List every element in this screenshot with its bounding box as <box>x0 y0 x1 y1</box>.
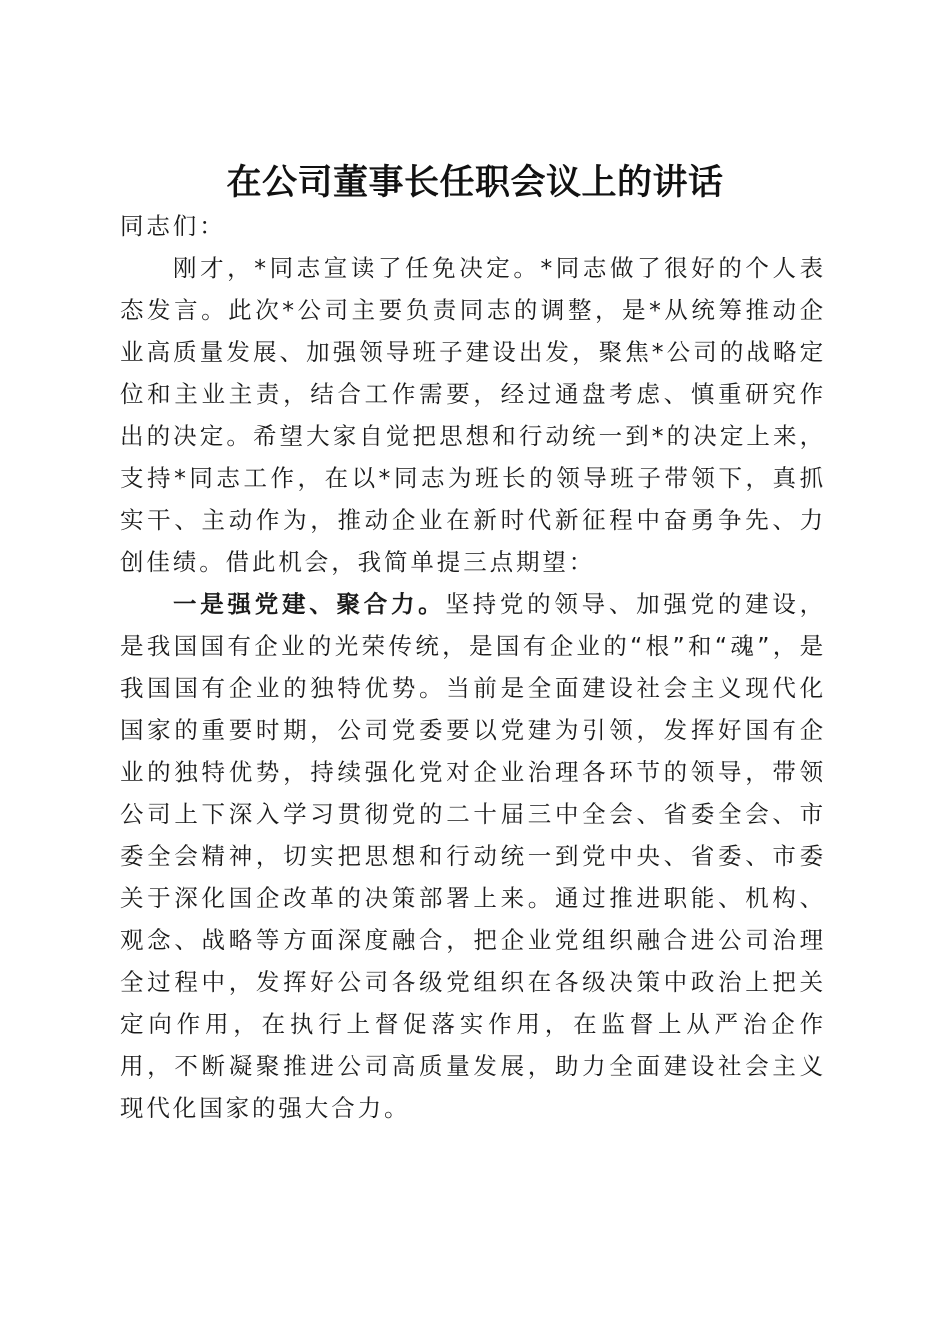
document-title: 在公司董事长任职会议上的讲话 <box>226 162 724 204</box>
greeting: 同志们： <box>120 212 226 240</box>
document-body <box>120 205 826 1129</box>
paragraph-1: 刚才，*同志宣读了任免决定。*同志做了很好的个人表态发言。此次*公司主要负责同志的调整，是*从统筹推动企业高质量发展、加强领导班子建设出发，聚焦*公司的战略定位和主业主责，结合工作需要，经过通盘考虑、慎重研究作出的决定。希望大家自觉把思想和行动统一到*的决定上来，支持*同志工作，在以*同志为班长的领导班子带领下，真抓实干、主动作为，推动企业在新时代新征程中奋勇争先、力创佳绩。借此机会，我简单提三点期望： <box>120 254 826 576</box>
paragraph-2-lead: 一是强党建、聚合力。 <box>173 590 446 618</box>
paragraph-2 <box>120 583 826 1129</box>
paragraph-2-body: 坚持党的领导、加强党的建设，是我国国有企业的光荣传统，是国有企业的“根”和“魂”，是我国国有企业的独特优势。当前是全面建设社会主义现代化国家的重要时期，公司党委要以党建为引领，发挥好国有企业的独特优势，持续强化党对企业治理各环节的领导，带领公司上下深入学习贯彻党的二十届三中全会、省委全会、市委全会精神，切实把思想和行动统一到党中央、省委、市委关于深化国企改革的决策部署上来。通过推进职能、机构、观念、战略等方面深度融合，把企业党组织融合进公司治理全过程中，发挥好公司各级党组织在各级决策中政治上把关定向作用，在执行上督促落实作用，在监督上从严治企作用，不断凝聚推进公司高质量发展，助力全面建设社会主义现代化国家的强大合力。 <box>120 590 826 1122</box>
